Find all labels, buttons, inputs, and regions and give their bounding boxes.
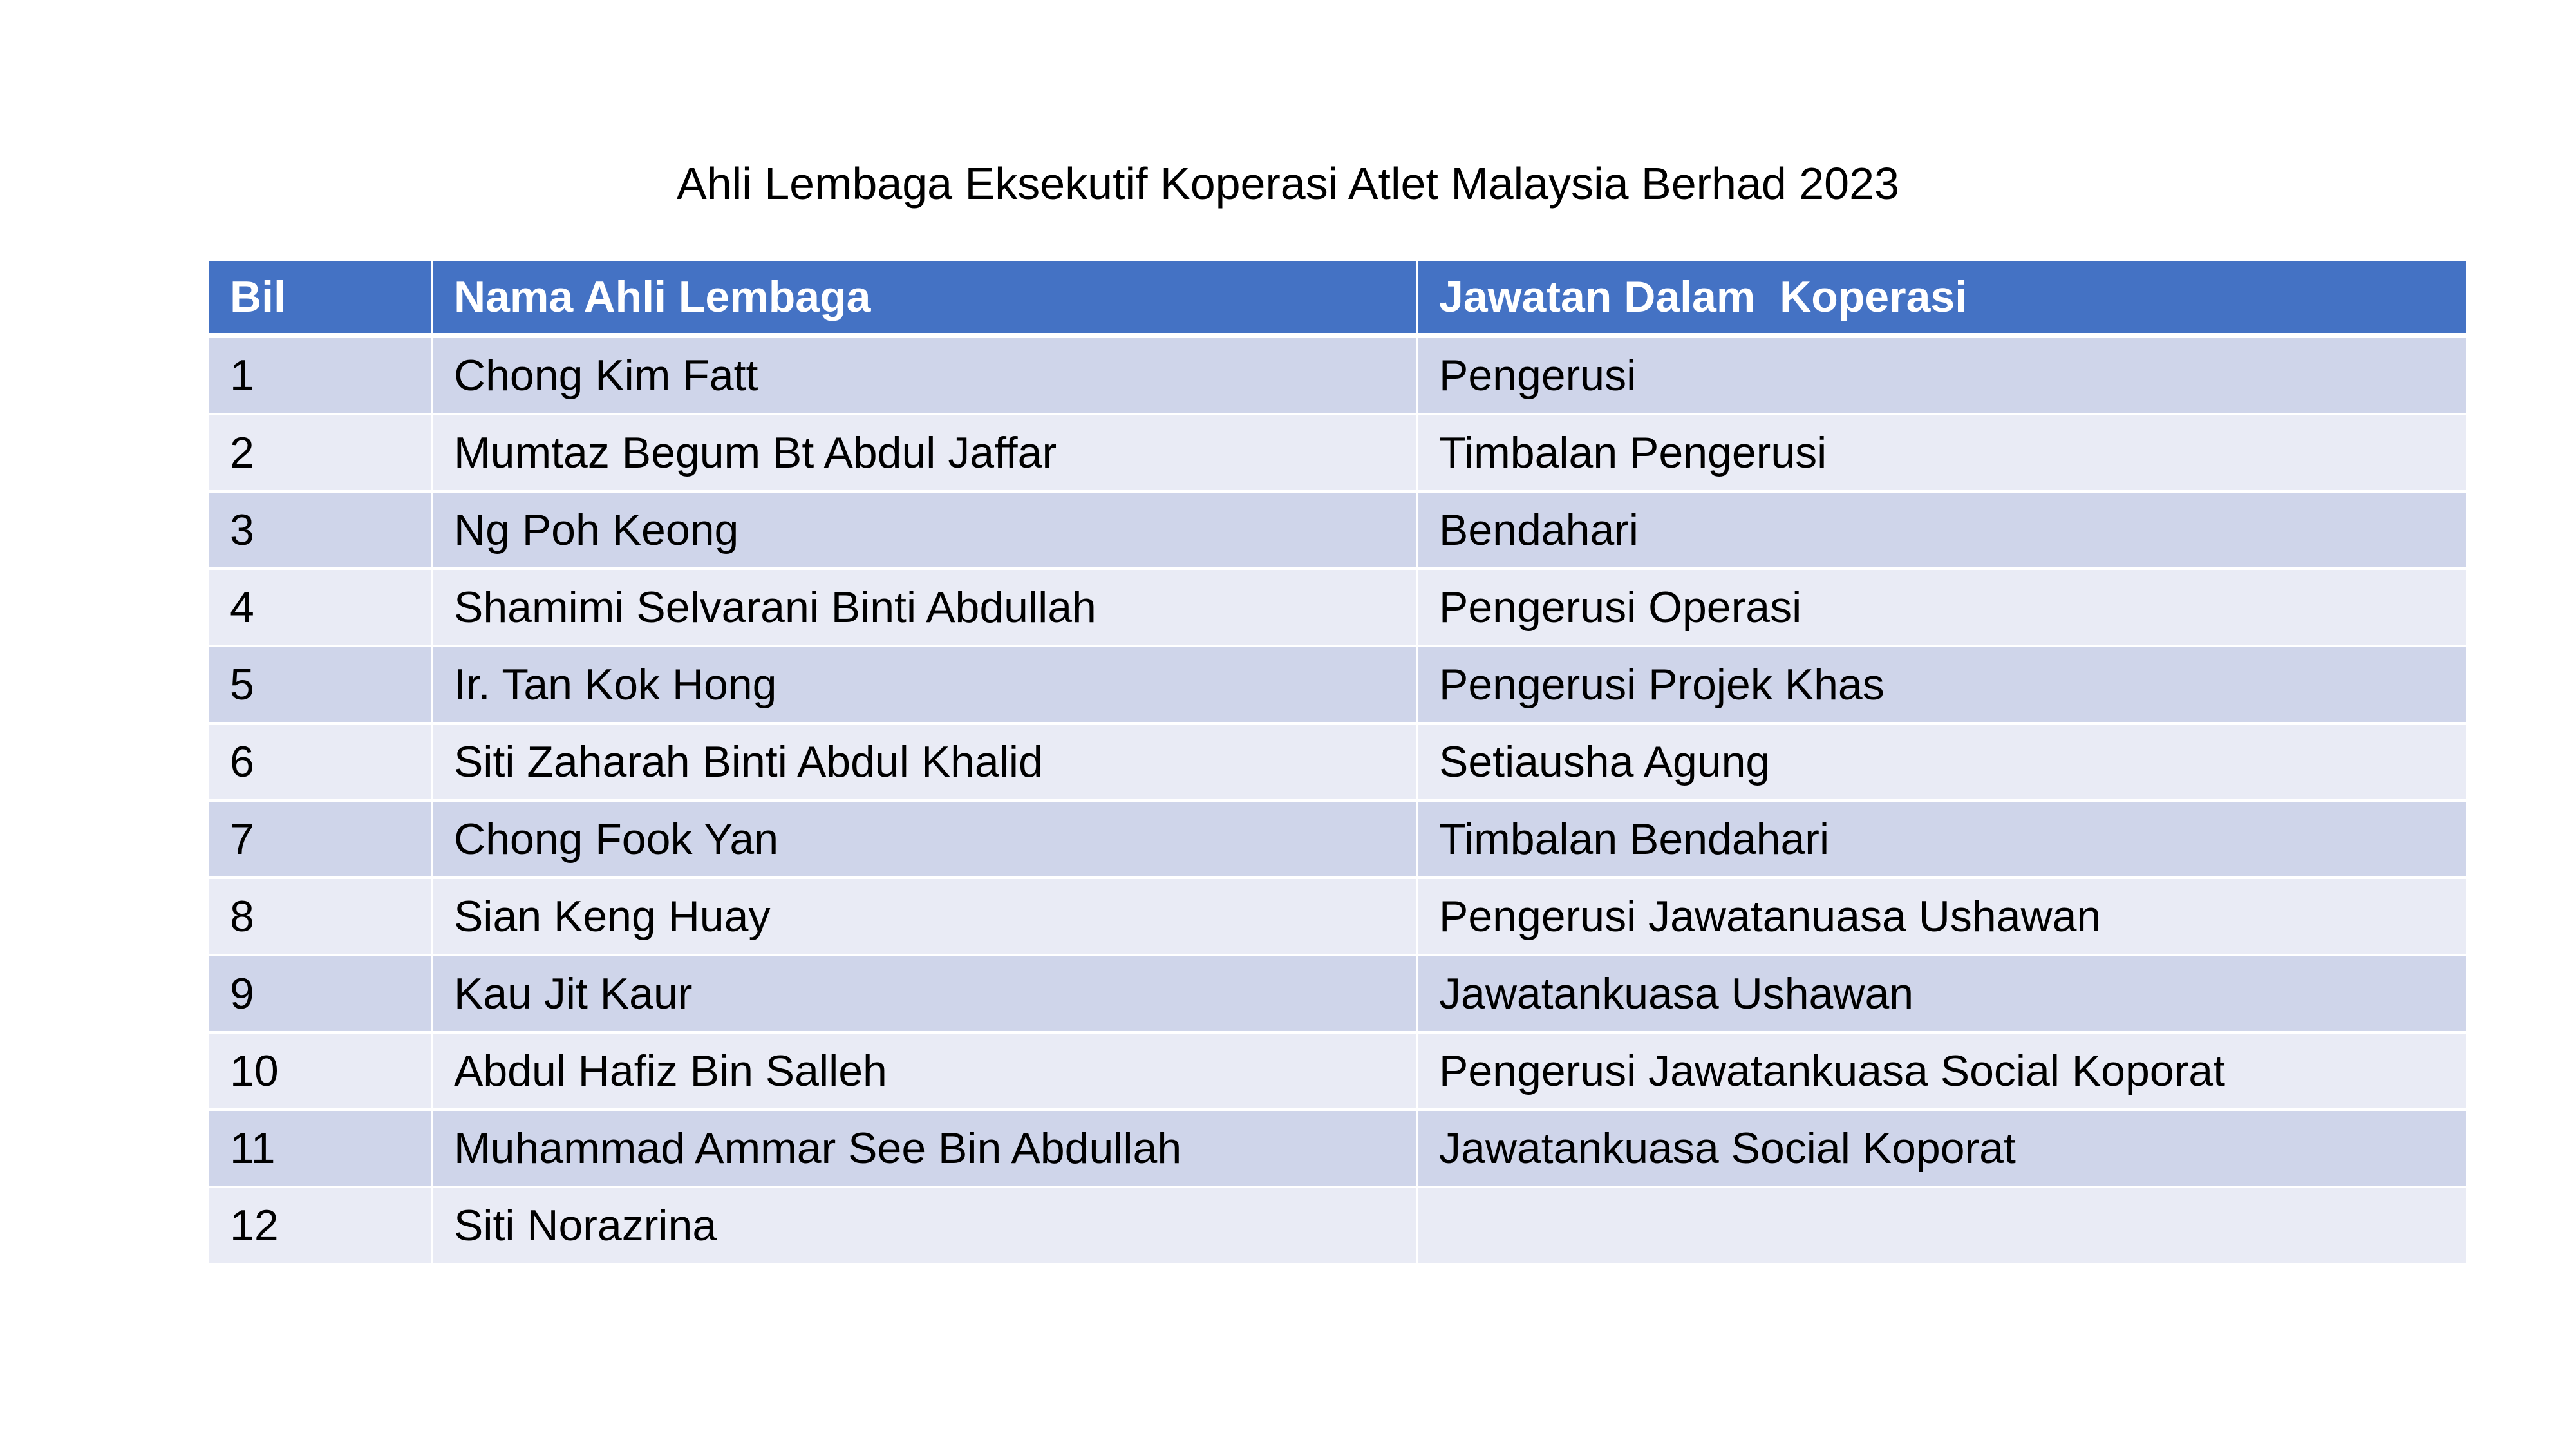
cell-name: Siti Norazrina: [433, 1188, 1418, 1265]
table-header-row: [209, 261, 2466, 338]
table-row: [209, 956, 2466, 1034]
cell-bil: 5: [209, 647, 433, 724]
cell-name: Abdul Hafiz Bin Salleh: [433, 1034, 1418, 1111]
table-row: [209, 1188, 2466, 1265]
table-row: [209, 493, 2466, 570]
cell-bil: 3: [209, 493, 433, 570]
cell-name: Chong Kim Fatt: [433, 338, 1418, 415]
cell-bil: 1: [209, 338, 433, 415]
cell-bil: 7: [209, 802, 433, 879]
cell-name: Sian Keng Huay: [433, 879, 1418, 956]
cell-position: Pengerusi Projek Khas: [1418, 647, 2466, 724]
cell-name: Shamimi Selvarani Binti Abdullah: [433, 570, 1418, 647]
cell-name: Chong Fook Yan: [433, 802, 1418, 879]
cell-name: Kau Jit Kaur: [433, 956, 1418, 1034]
cell-bil: 8: [209, 879, 433, 956]
table-row: [209, 802, 2466, 879]
cell-position: Timbalan Bendahari: [1418, 802, 2466, 879]
table-row: [209, 879, 2466, 956]
cell-name: Ir. Tan Kok Hong: [433, 647, 1418, 724]
header-position: Jawatan Dalam Koperasi: [1418, 261, 2466, 338]
table-row: [209, 1034, 2466, 1111]
cell-position: [1418, 1188, 2466, 1265]
cell-bil: 6: [209, 724, 433, 802]
cell-bil: 10: [209, 1034, 433, 1111]
cell-name: Mumtaz Begum Bt Abdul Jaffar: [433, 415, 1418, 493]
cell-name: Muhammad Ammar See Bin Abdullah: [433, 1111, 1418, 1188]
header-bil: Bil: [209, 261, 433, 338]
cell-bil: 9: [209, 956, 433, 1034]
cell-position: Pengerusi: [1418, 338, 2466, 415]
cell-position: Pengerusi Jawatanuasa Ushawan: [1418, 879, 2466, 956]
cell-position: Pengerusi Jawatankuasa Social Koporat: [1418, 1034, 2466, 1111]
cell-position: Pengerusi Operasi: [1418, 570, 2466, 647]
table-row: [209, 1111, 2466, 1188]
cell-name: Siti Zaharah Binti Abdul Khalid: [433, 724, 1418, 802]
cell-position: Timbalan Pengerusi: [1418, 415, 2466, 493]
table-row: [209, 570, 2466, 647]
table-row: [209, 647, 2466, 724]
table-row: [209, 338, 2466, 415]
table-row: [209, 415, 2466, 493]
cell-position: Setiausha Agung: [1418, 724, 2466, 802]
cell-name: Ng Poh Keong: [433, 493, 1418, 570]
cell-bil: 2: [209, 415, 433, 493]
board-members-table: [209, 261, 2466, 1265]
cell-bil: 11: [209, 1111, 433, 1188]
cell-position: Jawatankuasa Ushawan: [1418, 956, 2466, 1034]
cell-position: Jawatankuasa Social Koporat: [1418, 1111, 2466, 1188]
table-row: [209, 724, 2466, 802]
header-name: Nama Ahli Lembaga: [433, 261, 1418, 338]
cell-position: Bendahari: [1418, 493, 2466, 570]
cell-bil: 4: [209, 570, 433, 647]
cell-bil: 12: [209, 1188, 433, 1265]
slide-title: Ahli Lembaga Eksekutif Koperasi Atlet Malaysia Berhad 2023: [677, 158, 1899, 209]
